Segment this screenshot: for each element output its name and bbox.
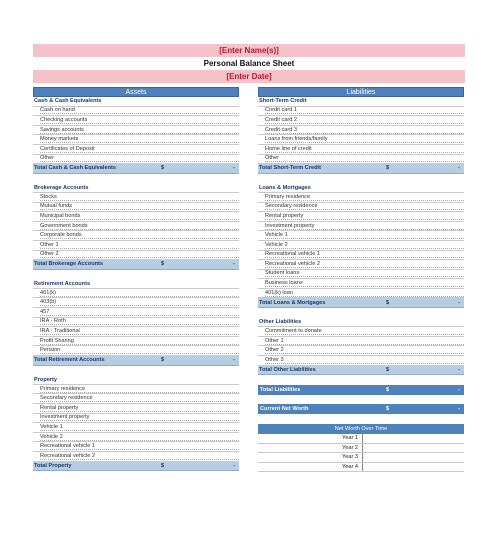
line-item-row[interactable] <box>33 404 239 414</box>
net-worth-year-row <box>258 463 464 473</box>
line-item-label: Other <box>265 155 464 162</box>
line-item-row[interactable] <box>33 318 239 328</box>
line-item-label: Recreational vehicle 2 <box>40 453 239 460</box>
line-item-row[interactable] <box>33 394 239 404</box>
year-value-cell[interactable] <box>363 434 464 443</box>
line-item-row[interactable] <box>258 279 464 289</box>
line-item-row[interactable] <box>258 260 464 270</box>
line-item-row[interactable] <box>258 145 464 155</box>
year-value-cell[interactable] <box>363 463 464 472</box>
line-item-label: Credit card 3 <box>265 127 464 134</box>
net-worth-year-row <box>258 444 464 454</box>
line-item-label: Business loans <box>265 280 464 287</box>
line-item-row[interactable] <box>258 126 464 136</box>
section-total-row <box>258 298 464 308</box>
line-item-row[interactable] <box>33 433 239 443</box>
line-item-label: Certificates of Deposit <box>40 146 239 153</box>
line-item-row[interactable] <box>33 203 239 213</box>
line-item-label: Stocks <box>40 194 239 201</box>
line-item-row[interactable] <box>33 251 239 261</box>
section-total-row <box>33 462 239 472</box>
line-item-row[interactable] <box>33 385 239 395</box>
line-item-label: Other 1 <box>265 338 464 345</box>
line-item-label: Recreational vehicle 2 <box>265 261 464 268</box>
line-item-label: Primary residence <box>265 194 464 201</box>
line-item-row[interactable] <box>33 222 239 232</box>
line-item-label: Recreational vehicle 1 <box>40 443 239 450</box>
line-item-row[interactable] <box>33 126 239 136</box>
line-item-row[interactable] <box>258 231 464 241</box>
section-title: Cash & Cash Equivalents <box>33 97 239 107</box>
line-item-label: Other 2 <box>40 251 239 258</box>
line-item-label: 403(b) <box>40 299 239 306</box>
line-item-label: Investment property <box>265 223 464 230</box>
currency-symbol: $ <box>386 165 390 172</box>
line-item-label: IRA - Traditional <box>40 328 239 335</box>
section-title: Loans & Mortgages <box>258 183 464 193</box>
line-item-label: Commitment to donate <box>265 328 464 335</box>
line-item-row[interactable] <box>33 452 239 462</box>
line-item-label: 401(k) <box>40 290 239 297</box>
line-item-label: Vehicle 1 <box>40 424 239 431</box>
line-item-row[interactable] <box>258 222 464 232</box>
line-item-label: 401(k) loan <box>265 290 464 297</box>
currency-symbol: $ <box>161 165 165 172</box>
line-item-label: Corporate bonds <box>40 232 239 239</box>
line-item-label: Cash on hand <box>40 107 239 114</box>
line-item-row[interactable] <box>33 241 239 251</box>
line-item-row[interactable] <box>258 356 464 366</box>
line-item-row[interactable] <box>33 327 239 337</box>
line-item-row[interactable] <box>33 442 239 452</box>
line-item-label: Rental property <box>40 405 239 412</box>
assets-heading: Assets <box>33 87 239 97</box>
line-item-row[interactable] <box>33 107 239 117</box>
currency-symbol: $ <box>161 357 165 364</box>
section-total-label: Total Other Liabilities <box>259 366 316 373</box>
section-total-label: Total Cash & Cash Equivalents <box>34 165 116 172</box>
line-item-label: Rental property <box>265 213 464 220</box>
section-total-label: Total Property <box>34 462 72 469</box>
section-total-value[interactable]: - <box>458 165 460 172</box>
line-item-row[interactable] <box>258 155 464 165</box>
section-total-row <box>258 164 464 174</box>
section-title: Retirement Accounts <box>33 279 239 289</box>
line-item-label: Other 2 <box>265 347 464 354</box>
year-label: Year 4 <box>258 463 363 472</box>
currency-symbol: $ <box>386 386 390 393</box>
line-item-row[interactable] <box>33 135 239 145</box>
line-item-row[interactable] <box>33 116 239 126</box>
currency-symbol: $ <box>161 462 165 469</box>
line-item-row[interactable] <box>33 337 239 347</box>
section-total-label: Total Loans & Mortgages <box>259 299 326 306</box>
line-item-label: Mutual funds <box>40 203 239 210</box>
line-item-label: Secondary residence <box>265 203 464 210</box>
line-item-label: Other <box>40 155 239 162</box>
year-label: Year 1 <box>258 434 363 443</box>
line-item-label: Checking accounts <box>40 117 239 124</box>
section-total-value[interactable]: - <box>233 462 235 469</box>
liabilities-heading: Liabilities <box>258 87 464 97</box>
page-title: Personal Balance Sheet <box>203 59 295 68</box>
line-item-label: 457 <box>40 309 239 316</box>
section-title: Brokerage Accounts <box>33 183 239 193</box>
section-total-value[interactable]: - <box>233 165 235 172</box>
line-item-label: Vehicle 2 <box>265 242 464 249</box>
line-item-row[interactable] <box>33 346 239 356</box>
line-item-row[interactable] <box>33 145 239 155</box>
line-item-label: Student loans <box>265 270 464 277</box>
line-item-row[interactable] <box>258 289 464 299</box>
line-item-row[interactable] <box>258 337 464 347</box>
line-item-label: Primary residence <box>40 386 239 393</box>
section-title: Other Liabilities <box>258 318 464 328</box>
section-total-row <box>33 164 239 174</box>
line-item-row[interactable] <box>258 203 464 213</box>
line-item-label: Investment property <box>40 414 239 421</box>
line-item-label: Vehicle 1 <box>265 232 464 239</box>
line-item-row[interactable] <box>33 231 239 241</box>
line-item-row[interactable] <box>33 193 239 203</box>
line-item-row[interactable] <box>258 212 464 222</box>
line-item-label: Other 1 <box>40 242 239 249</box>
line-item-row[interactable] <box>33 298 239 308</box>
section-total-label: Total Short-Term Credit <box>259 165 321 172</box>
section-total-row <box>33 260 239 270</box>
section-total-label: Total Brokerage Accounts <box>34 261 104 268</box>
section-total-label: Total Retirement Accounts <box>34 357 105 364</box>
year-label: Year 2 <box>258 444 363 453</box>
line-item-row[interactable] <box>258 107 464 117</box>
total-value[interactable]: - <box>458 386 460 393</box>
section-title: Property <box>33 375 239 385</box>
line-item-row[interactable] <box>258 270 464 280</box>
net-worth-table-title: Net Worth Over Time <box>258 424 464 434</box>
section-title: Short-Term Credit <box>258 97 464 107</box>
line-item-row[interactable] <box>258 346 464 356</box>
year-label: Year 3 <box>258 453 363 462</box>
line-item-label: Money markets <box>40 136 239 143</box>
line-item-label: Recreational vehicle 1 <box>265 251 464 258</box>
section-total-value[interactable]: - <box>233 357 235 364</box>
line-item-label: Secondary residence <box>40 395 239 402</box>
line-item-label: Savings accounts <box>40 127 239 134</box>
line-item-row[interactable] <box>33 414 239 424</box>
total-liabilities-row <box>258 385 464 395</box>
net-worth-label: Current Net Worth <box>260 406 309 413</box>
year-value-cell[interactable] <box>363 444 464 453</box>
line-item-label: Pension <box>40 347 239 354</box>
year-value-cell[interactable] <box>363 453 464 462</box>
line-item-row[interactable] <box>33 155 239 165</box>
line-item-label: Credit card 2 <box>265 117 464 124</box>
line-item-label: Home line of credit <box>265 146 464 153</box>
line-item-label: Other 3 <box>265 357 464 364</box>
line-item-row[interactable] <box>258 116 464 126</box>
line-item-label: Government bonds <box>40 223 239 230</box>
line-item-row[interactable] <box>258 193 464 203</box>
line-item-label: Loans from friends/family <box>265 136 464 143</box>
total-liabilities-label: Total Liabilities <box>260 386 301 393</box>
section-total-value[interactable]: - <box>458 366 460 373</box>
line-item-row[interactable] <box>33 212 239 222</box>
section-total-row <box>258 366 464 376</box>
date-placeholder[interactable]: [Enter Date] <box>33 70 465 83</box>
net-worth-year-row <box>258 453 464 463</box>
line-item-row[interactable] <box>33 423 239 433</box>
line-item-label: Municipal bonds <box>40 213 239 220</box>
net-worth-row <box>258 404 464 414</box>
line-item-row[interactable] <box>258 327 464 337</box>
line-item-row[interactable] <box>258 251 464 261</box>
assets-column <box>33 87 239 471</box>
name-placeholder[interactable]: [Enter Name(s)] <box>33 44 465 57</box>
currency-symbol: $ <box>161 261 165 268</box>
line-item-label: Vehicle 2 <box>40 434 239 441</box>
section-total-value[interactable]: - <box>458 299 460 306</box>
section-total-row <box>33 356 239 366</box>
currency-symbol: $ <box>386 299 390 306</box>
currency-symbol: $ <box>386 406 390 413</box>
line-item-label: Credit card 1 <box>265 107 464 114</box>
net-worth-over-time-table <box>258 424 464 472</box>
line-item-label: IRA - Roth <box>40 318 239 325</box>
line-item-row[interactable] <box>33 308 239 318</box>
line-item-label: Profit Sharing <box>40 338 239 345</box>
liabilities-column <box>258 87 464 472</box>
line-item-row[interactable] <box>258 135 464 145</box>
line-item-row[interactable] <box>258 241 464 251</box>
net-worth-value[interactable]: - <box>458 406 460 413</box>
line-item-row[interactable] <box>33 289 239 299</box>
net-worth-year-row <box>258 434 464 444</box>
section-total-value[interactable]: - <box>233 261 235 268</box>
currency-symbol: $ <box>386 366 390 373</box>
